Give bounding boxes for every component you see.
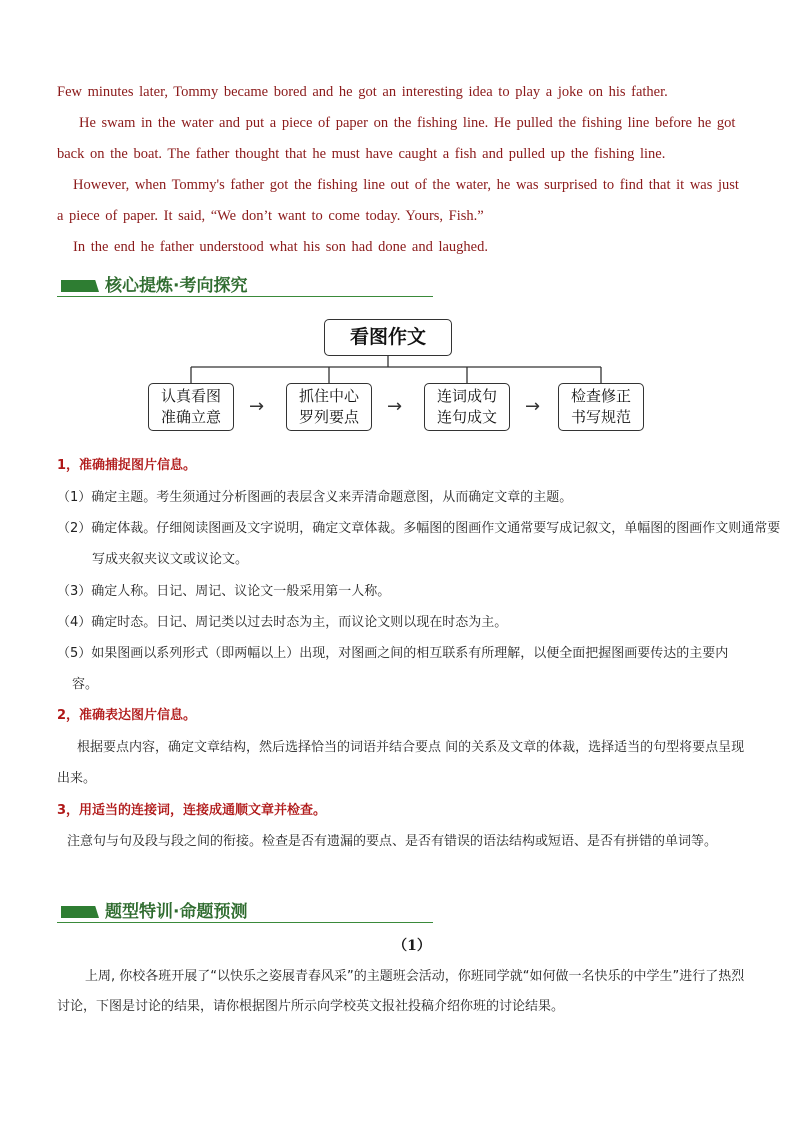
step-line: 准确立意 [160, 408, 221, 426]
section-title: 题型特训·命题预测 [105, 902, 248, 922]
section-title: 核心提炼·考向探究 [105, 276, 248, 296]
step-line: 书写规范 [570, 408, 631, 426]
section-bar-icon [61, 280, 99, 292]
step-line: 检查修正 [570, 387, 631, 405]
flowchart-step-4 [558, 383, 644, 431]
tip-item-3: （3）确定人称。日记、周记、议论文一般采用第一人称。 [57, 584, 391, 599]
flowchart-step-1 [148, 383, 234, 431]
section-bar-icon [61, 906, 99, 918]
task-number: （1） [393, 938, 431, 954]
arrow-icon: → [387, 396, 403, 417]
story-paragraph-1: Few minutes later, Tommy became bored and he got an interesting idea to play a joke on his father. [57, 84, 668, 100]
flowchart-main-box: 看图作文 [324, 319, 452, 356]
tip-heading-1: 1，准确捕捉图片信息。 [57, 458, 197, 473]
story-paragraph-3: However, when Tommy's father got the fishing line out of the water, he was surprised to find that it was just a piece of paper. It said, “We don’t want to come today. Yours, Fish.” [57, 177, 739, 224]
flowchart-step-2 [286, 383, 372, 431]
tip-paragraph-2: 根据要点内容，确定文章结构，然后选择恰当的词语并结合要点 间的关系及文章的体裁，选择适当的句型将要点呈现出来。 [57, 740, 745, 786]
story-paragraph-4: In the end he father understood what his son had done and laughed. [73, 239, 488, 255]
section-header-practice [57, 896, 433, 923]
tip-item-2: （2）确定体裁。仔细阅读图画及文字说明，确定文章体裁。多幅图的图画作文通常要写成记叙文，单幅图的图画作文则通常要写成夹叙夹议文或议论文。 [57, 521, 781, 567]
step-line: 认真看图 [160, 387, 221, 405]
section-header-core [57, 270, 433, 297]
task-text: 上周, 你校各班开展了“以快乐之姿展青春风采”的主题班会活动，你班同学就“如何做一名快乐的中学生”进行了热烈讨论，下图是讨论的结果，请你根据图片所示向学校英文报社投稿介绍你班的讨论结果。 [57, 969, 745, 1014]
tip-item-1: （1）确定主题。考生须通过分析图画的表层含义来弄清命题意图，从而确定文章的主题。 [57, 490, 573, 505]
tip-paragraph-3: 注意句与句及段与段之间的衔接。检查是否有遗漏的要点、是否有错误的语法结构或短语、是否有拼错的单词等。 [67, 834, 718, 849]
step-line: 抓住中心 [298, 387, 359, 405]
arrow-icon: → [249, 396, 265, 417]
step-line: 连词成句 [436, 387, 497, 405]
tip-heading-2: 2，准确表达图片信息。 [57, 708, 197, 723]
tip-item-5: （5）如果图画以系列形式（即两幅以上）出现，对图画之间的相互联系有所理解，以便全面把握图画要传达的主要内容。 [57, 646, 729, 692]
step-line: 连句成文 [436, 408, 497, 426]
arrow-icon: → [525, 396, 541, 417]
tip-heading-3: 3，用适当的连接词，连接成通顺文章并检查。 [57, 803, 327, 818]
flowchart-step-3 [424, 383, 510, 431]
story-paragraph-2: He swam in the water and put a piece of paper on the fishing line. He pulled the fishing line before he got back on the boat. The father thought that he must have caught a fish and pulled up the fishing line. [57, 115, 736, 162]
tip-item-4: （4）确定时态。日记、周记类以过去时态为主，而议论文则以现在时态为主。 [57, 615, 508, 630]
step-line: 罗列要点 [298, 408, 359, 426]
